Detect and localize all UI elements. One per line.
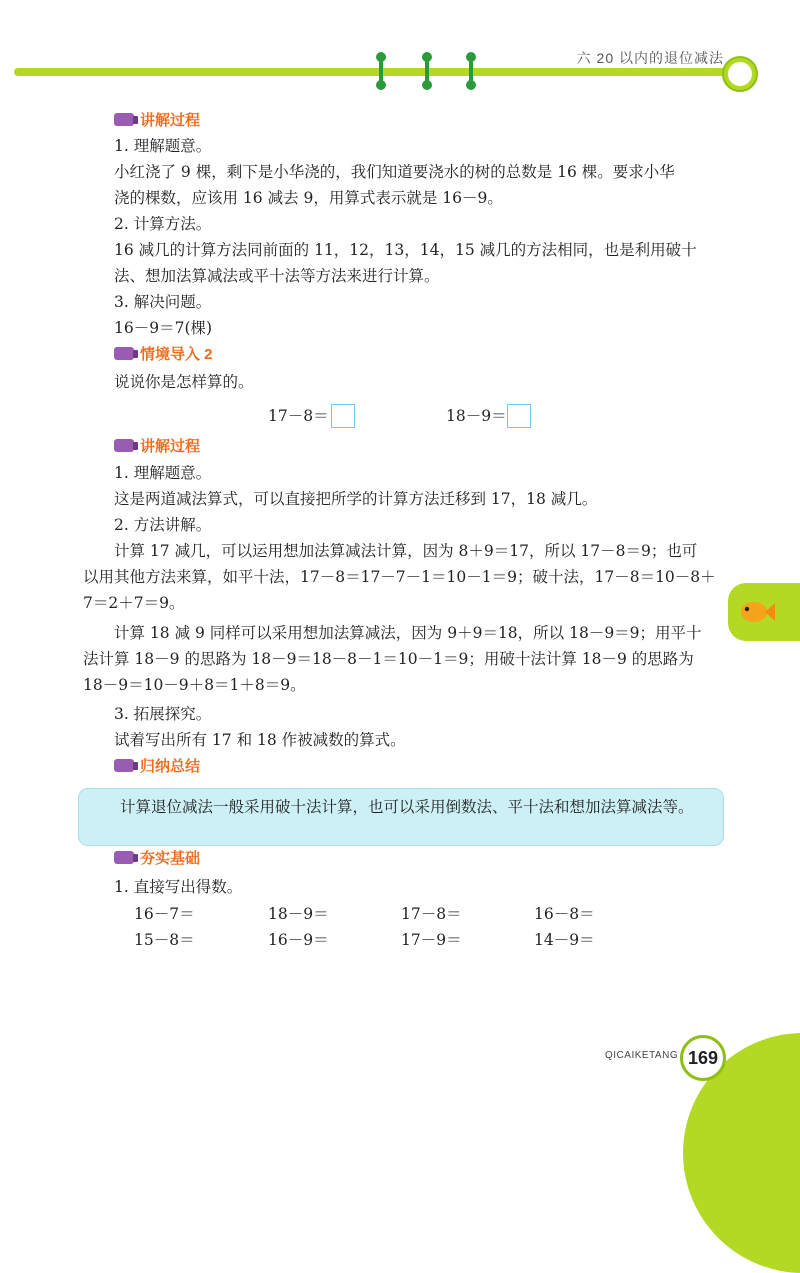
question-text: 1. 直接写出得数。 (114, 878, 243, 896)
paragraph-line: 法计算 18－9 的思路为 18－9＝18－8－1＝10－1＝9；用破十法计算 18－9 的思路为 (83, 650, 694, 668)
paragraph-line: 计算 18 减 9 同样可以采用想加法算减法，因为 9＋9＝18，所以 18－9＝9；用平十 (114, 624, 702, 642)
header-bar (14, 68, 730, 76)
step-text: 3. 拓展探究。 (114, 705, 212, 723)
footer-brand: QICAIKETANG (605, 1050, 679, 1061)
paragraph-line: 18－9＝10－9＋8＝1＋8＝9。 (83, 676, 306, 694)
exercise-item: 16－7＝ (134, 905, 195, 923)
binder-peg-icon (466, 52, 476, 90)
section-heading-basics: 夯实基础 (114, 848, 200, 870)
step-text: 1. 理解题意。 (114, 137, 212, 155)
notebook-icon (114, 347, 134, 360)
exercise-item: 14－9＝ (534, 931, 595, 949)
section-heading-summary: 归纳总结 (114, 756, 200, 778)
fish-icon (736, 597, 776, 627)
exercise-item: 16－8＝ (534, 905, 595, 923)
paragraph-line: 小红浇了 9 棵，剩下是小华浇的，我们知道要浇水的树的总数是 16 棵。要求小华 (114, 163, 675, 181)
answer-box[interactable] (507, 404, 531, 428)
notebook-icon (114, 851, 134, 864)
chapter-title: 六 20 以内的退位减法 (576, 50, 724, 66)
paragraph-line: 试着写出所有 17 和 18 作被减数的算式。 (114, 731, 406, 749)
step-text: 3. 解决问题。 (114, 293, 212, 311)
equation-text: 18－9＝ (446, 407, 507, 425)
step-text: 1. 理解题意。 (114, 464, 212, 482)
notebook-icon (114, 439, 134, 452)
equation-text: 17－8＝ (268, 407, 329, 425)
prompt-text: 说说你是怎样算的。 (114, 373, 254, 391)
exercise-item: 17－8＝ (401, 905, 462, 923)
section-heading-scenario: 情境导入 2 (114, 344, 213, 366)
answer-box[interactable] (331, 404, 355, 428)
section-heading-explain: 讲解过程 (114, 110, 200, 132)
section-heading-explain: 讲解过程 (114, 436, 200, 458)
paragraph-line: 法、想加法算减法或平十法等方法来进行计算。 (114, 267, 440, 285)
binder-peg-icon (422, 52, 432, 90)
paragraph-line: 计算 17 减几，可以运用想加法算减法计算，因为 8＋9＝17，所以 17－8＝9；也可 (114, 542, 698, 560)
page-number: 169 (680, 1035, 726, 1081)
binder-peg-icon (376, 52, 386, 90)
notebook-icon (114, 759, 134, 772)
summary-text: 计算退位减法一般采用破十法计算，也可以采用倒数法、平十法和想加法算减法等。 (120, 798, 694, 816)
exercise-item: 17－9＝ (401, 931, 462, 949)
exercise-item: 18－9＝ (268, 905, 329, 923)
paragraph-line: 浇的棵数，应该用 16 减去 9，用算式表示就是 16－9。 (114, 189, 503, 207)
step-text: 2. 方法讲解。 (114, 516, 212, 534)
side-tab (728, 583, 800, 641)
paragraph-line: 16 减几的计算方法同前面的 11，12，13，14，15 减几的方法相同，也是利用破十 (114, 241, 697, 259)
notebook-icon (114, 113, 134, 126)
paragraph-line: 7＝2＋7＝9。 (83, 594, 185, 612)
equation-text: 16－9＝7(棵) (114, 319, 213, 337)
mascot-icon (722, 56, 758, 92)
exercise-item: 16－9＝ (268, 931, 329, 949)
paragraph-line: 这是两道减法算式，可以直接把所学的计算方法迁移到 17，18 减几。 (114, 490, 598, 508)
paragraph-line: 以用其他方法来算，如平十法，17－8＝17－7－1＝10－1＝9；破十法，17－8＝10－8＋ (83, 568, 716, 586)
step-text: 2. 计算方法。 (114, 215, 212, 233)
exercise-item: 15－8＝ (134, 931, 195, 949)
